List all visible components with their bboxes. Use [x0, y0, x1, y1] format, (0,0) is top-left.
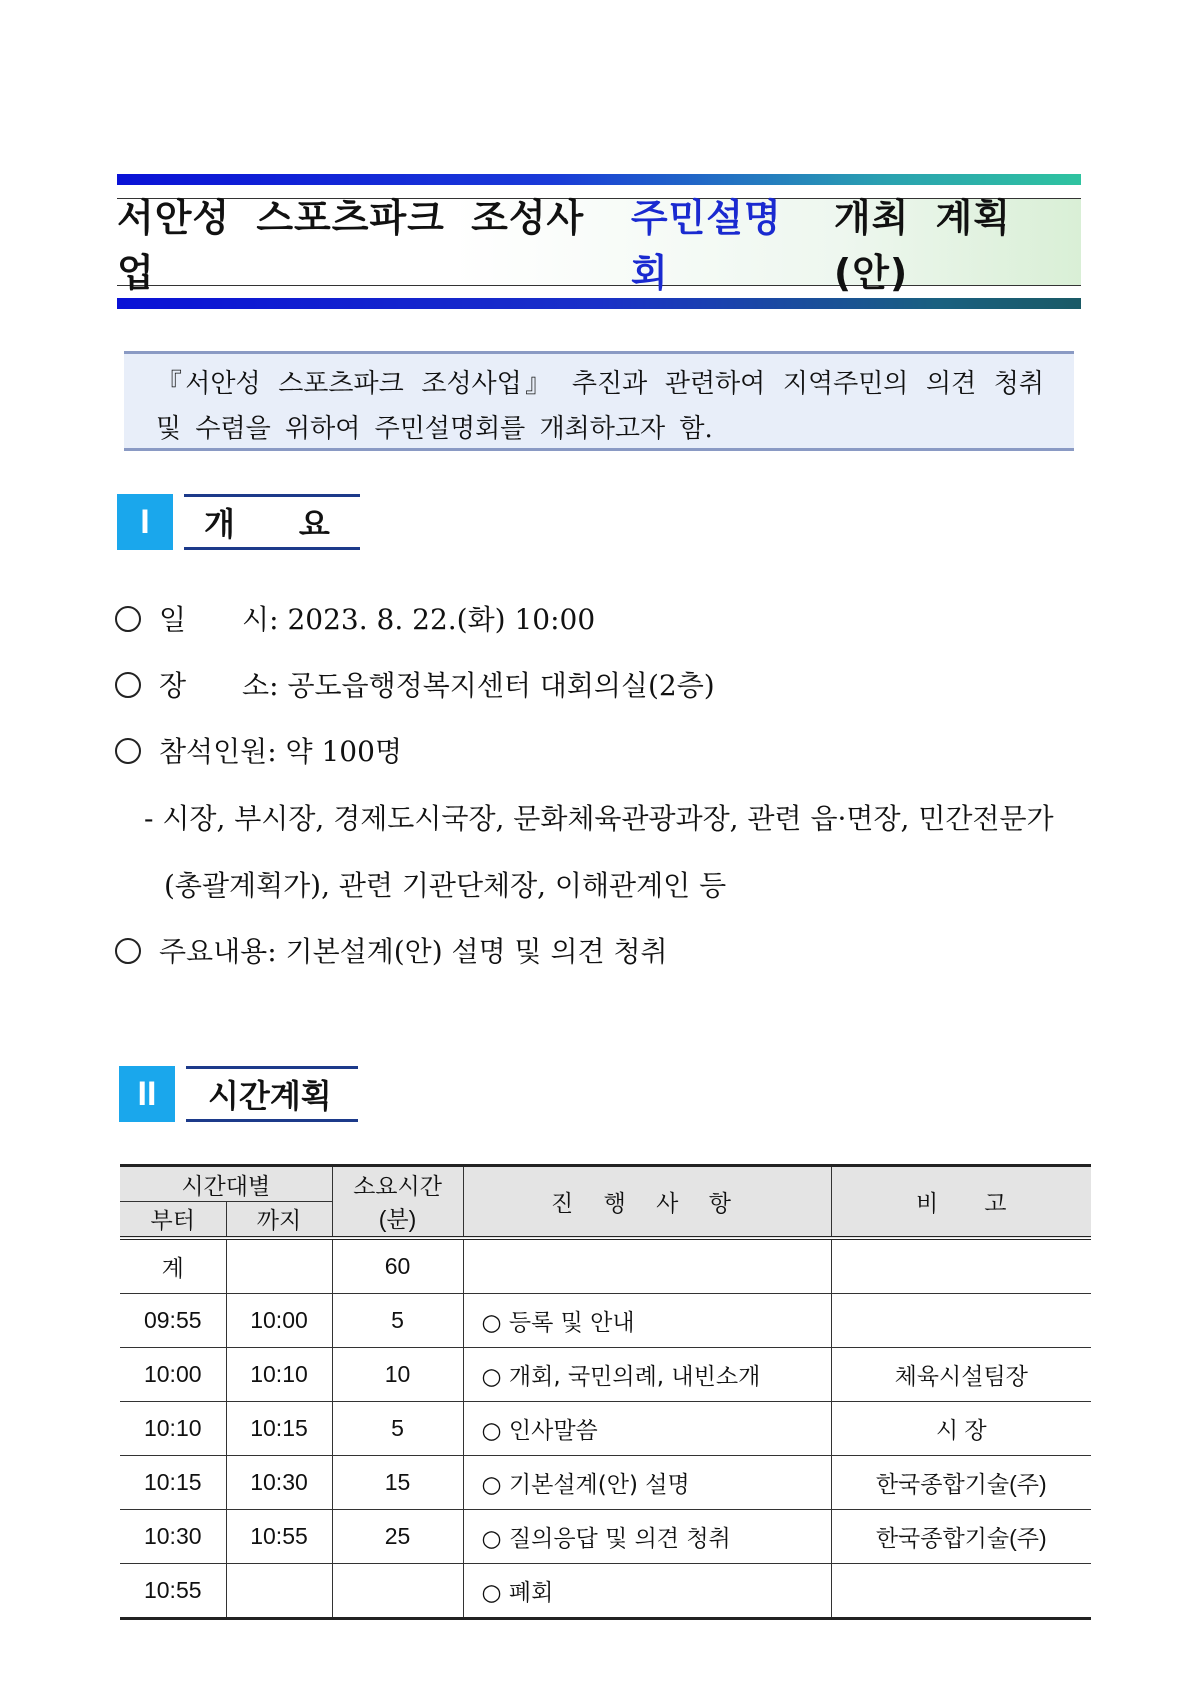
table-row: [120, 1563, 1091, 1618]
cell-from: 계: [120, 1238, 226, 1294]
cell-to: 10:30: [226, 1455, 332, 1509]
cell-remark: [831, 1293, 1091, 1347]
detail-location: 장 소: 공도읍행정복지센터 대회의실(2층): [115, 664, 715, 704]
cell-minutes: 10: [332, 1347, 463, 1401]
table-row: [120, 1401, 1091, 1455]
title-bottom-bar: [117, 298, 1081, 309]
cell-from: 10:00: [120, 1347, 226, 1401]
cell-item: ○ 인사말씀: [463, 1401, 831, 1455]
cell-remark: 시 장: [831, 1401, 1091, 1455]
content-value: 기본설계(안) 설명 및 의견 청취: [285, 935, 668, 968]
title-highlight: 주민설명회: [630, 196, 782, 295]
title-part1: 서안성 스포츠파크 조성사업: [117, 196, 585, 295]
cell-item: ○ 개회, 국민의례, 내빈소개: [463, 1347, 831, 1401]
cell-remark: 체육시설팀장: [831, 1347, 1091, 1401]
title-part2: 개최 계획(안): [833, 196, 1011, 295]
detail-datetime: 일 시: 2023. 8. 22.(화) 10:00: [115, 598, 595, 638]
cell-item: [463, 1238, 831, 1294]
table-row: [120, 1455, 1091, 1509]
cell-from: 10:55: [120, 1563, 226, 1618]
cell-item: ○ 폐회: [463, 1563, 831, 1618]
attendance-value: 약 100명: [285, 735, 402, 768]
cell-from: 10:30: [120, 1509, 226, 1563]
cell-to: 10:10: [226, 1347, 332, 1401]
section2-number: II: [119, 1066, 175, 1122]
cell-minutes: 5: [332, 1401, 463, 1455]
location-value: 공도읍행정복지센터 대회의실(2층): [287, 669, 715, 702]
header-remarks: 비 고: [831, 1166, 1091, 1238]
page-title: [117, 196, 1081, 295]
attendance-label: 참석인원: [159, 735, 268, 768]
cell-item: ○ 기본설계(안) 설명: [463, 1455, 831, 1509]
intro-text: 『서안성 스포츠파크 조성사업』 추진과 관련하여 지역주민의 의견 청취 및 수렴을 위하여 주민설명회를 개최하고자 함.: [156, 369, 1044, 444]
cell-minutes: 5: [332, 1293, 463, 1347]
intro-box: [124, 351, 1074, 451]
table-row: [120, 1347, 1091, 1401]
cell-from: 09:55: [120, 1293, 226, 1347]
cell-remark: [831, 1238, 1091, 1294]
circle-bullet-icon: [115, 672, 141, 698]
table-row: [120, 1293, 1091, 1347]
header-duration: 소요시간 (분): [332, 1166, 463, 1238]
section2-title: 시간계획: [186, 1066, 358, 1122]
cell-from: 10:15: [120, 1455, 226, 1509]
section1-title: 개 요: [184, 494, 360, 550]
header-proceedings: 진 행 사 항: [463, 1166, 831, 1238]
header-to: 까지: [226, 1202, 332, 1238]
cell-to: [226, 1238, 332, 1294]
title-top-bar: [117, 174, 1081, 185]
location-label: 장 소: [159, 669, 270, 702]
datetime-label: 일 시: [159, 603, 270, 636]
schedule-table: [120, 1164, 1091, 1620]
cell-from: 10:10: [120, 1401, 226, 1455]
detail-content: 주요내용: 기본설계(안) 설명 및 의견 청취: [115, 930, 668, 970]
attendees-line-1: - 시장, 부시장, 경제도시국장, 문화체육관광과장, 관련 읍·면장, 민간전문가: [144, 802, 1054, 835]
section1-number: I: [117, 494, 173, 550]
cell-minutes: 60: [332, 1238, 463, 1294]
circle-bullet-icon: [115, 938, 141, 964]
cell-remark: 한국종합기술(주): [831, 1509, 1091, 1563]
cell-minutes: [332, 1563, 463, 1618]
circle-bullet-icon: [115, 738, 141, 764]
cell-item: ○ 질의응답 및 의견 청취: [463, 1509, 831, 1563]
circle-bullet-icon: [115, 606, 141, 632]
content-label: 주요내용: [159, 935, 268, 968]
cell-minutes: 25: [332, 1509, 463, 1563]
table-row: [120, 1509, 1091, 1563]
cell-to: 10:55: [226, 1509, 332, 1563]
cell-remark: [831, 1563, 1091, 1618]
cell-remark: 한국종합기술(주): [831, 1455, 1091, 1509]
cell-to: [226, 1563, 332, 1618]
cell-to: 10:00: [226, 1293, 332, 1347]
datetime-value: 2023. 8. 22.(화) 10:00: [287, 603, 596, 636]
cell-item: ○ 등록 및 안내: [463, 1293, 831, 1347]
header-time-band: 시간대별: [120, 1166, 332, 1202]
cell-minutes: 15: [332, 1455, 463, 1509]
cell-to: 10:15: [226, 1401, 332, 1455]
detail-attendance: 참석인원: 약 100명: [115, 730, 402, 770]
header-from: 부터: [120, 1202, 226, 1238]
attendees-line-2: (총괄계획가), 관련 기관단체장, 이해관계인 등: [164, 869, 727, 902]
table-row: [120, 1238, 1091, 1294]
